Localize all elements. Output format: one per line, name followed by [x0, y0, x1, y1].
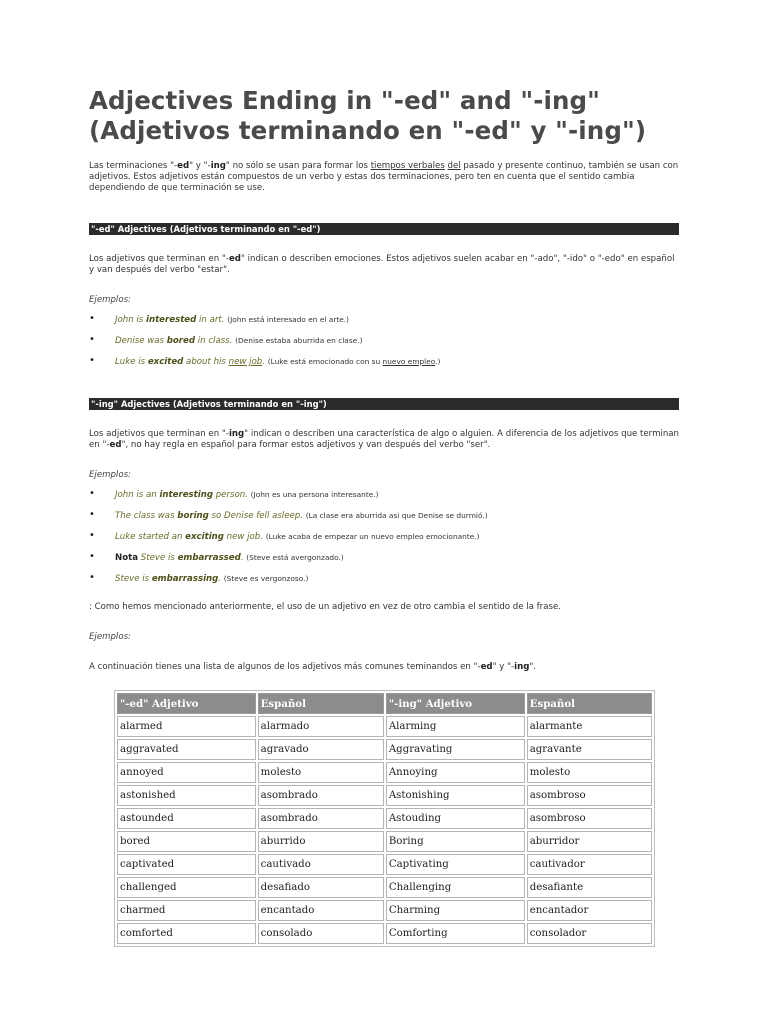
bullet-icon: • — [89, 313, 95, 324]
table-cell: Annoying — [386, 762, 525, 783]
table-cell: asombrado — [258, 808, 384, 829]
table-cell: alarmado — [258, 716, 384, 737]
table-row — [117, 831, 652, 852]
table-cell: consolador — [527, 923, 652, 944]
column-header: Español — [258, 693, 384, 714]
table-row — [117, 716, 652, 737]
title-line-1: Adjectives Ending in "-ed" and "-ing" — [89, 86, 601, 115]
examples-label-3: Ejemplos: — [89, 632, 131, 642]
table-cell: captivated — [117, 854, 256, 875]
ing-description: Los adjetivos que terminan en "-ing" indican o describen una característica de algo o alguien. A diferencia de los adjetivos que terminan en "-ed", no hay regla en español para formar estos adjetivos y van después del verbo "ser". — [89, 429, 679, 450]
table-row — [117, 900, 652, 921]
bullet-icon: • — [89, 530, 95, 541]
table-cell: annoyed — [117, 762, 256, 783]
table-cell: Aggravating — [386, 739, 525, 760]
table-cell: cautivado — [258, 854, 384, 875]
table-cell: encantado — [258, 900, 384, 921]
list-item: • Denise was bored in class. (Denise estaba aburrida en clase.) — [89, 334, 363, 346]
table-row — [117, 923, 652, 944]
table-cell: Astonishing — [386, 785, 525, 806]
table-header-row — [117, 693, 652, 714]
del-link[interactable]: del — [447, 161, 461, 171]
list-item: • Nota Steve is embarrassed. (Steve está avergonzado.) — [89, 551, 344, 563]
ed-description: Los adjetivos que terminan en "-ed" indican o describen emociones. Estos adjetivos suelen acabar en "-ado", "-ido" o "-edo" en español y van después del verbo "estar". — [89, 254, 675, 275]
list-item: • Luke started an exciting new job. (Luke acaba de empezar un nuevo empleo emocionante.) — [89, 530, 480, 542]
table-cell: cautivador — [527, 854, 652, 875]
ing-examples-list — [89, 489, 679, 594]
table-cell: Captivating — [386, 854, 525, 875]
note-paragraph: : Como hemos mencionado anteriormente, el uso de un adjetivo en vez de otro cambia el sentido de la frase. — [89, 602, 561, 612]
examples-label-ing: Ejemplos: — [89, 470, 131, 480]
table-cell: desafiado — [258, 877, 384, 898]
table-cell: comforted — [117, 923, 256, 944]
table-cell: molesto — [527, 762, 652, 783]
table-cell: aburridor — [527, 831, 652, 852]
table-cell: consolado — [258, 923, 384, 944]
list-item: • Luke is excited about his new job. (Luke está emocionado con su nuevo empleo.) — [89, 355, 441, 367]
table-row — [117, 739, 652, 760]
section-header-ing: "-ing" Adjectives (Adjetivos terminando en "-ing") — [89, 398, 679, 410]
title-line-2: (Adjetivos terminando en "-ed" y "-ing") — [89, 116, 647, 145]
bullet-icon: • — [89, 572, 95, 583]
list-item: • John is an interesting person. (John es una persona interesante.) — [89, 488, 379, 500]
table-row — [117, 785, 652, 806]
column-header: Español — [527, 693, 652, 714]
nuevo-empleo-link[interactable]: nuevo empleo — [382, 357, 436, 366]
column-header: "-ing" Adjetivo — [386, 693, 525, 714]
table-row — [117, 762, 652, 783]
table-cell: bored — [117, 831, 256, 852]
intro-paragraph: Las terminaciones "-ed" y "-ing" no sólo se usan para formar los tiempos verbales del pasado y presente continuo, también se usan con adjetivos. Estos adjetivos están compuestos de un verbo y estas dos terminaciones, pero ten en cuenta que el sentido cambia dependiendo de que terminación se use. — [89, 161, 679, 193]
list-item: • The class was boring so Denise fell asleep. (La clase era aburrida asi que Denise se durmió.) — [89, 509, 488, 521]
table-cell: alarmed — [117, 716, 256, 737]
list-item: • Steve is embarrassing. (Steve es vergonzoso.) — [89, 572, 309, 584]
table-cell: desafiante — [527, 877, 652, 898]
examples-label-ed: Ejemplos: — [89, 295, 131, 305]
table-cell: astounded — [117, 808, 256, 829]
table-cell: Challenging — [386, 877, 525, 898]
table-cell: asombrado — [258, 785, 384, 806]
bullet-icon: • — [89, 488, 95, 499]
table-cell: astonished — [117, 785, 256, 806]
table-cell: alarmante — [527, 716, 652, 737]
table-cell: aggravated — [117, 739, 256, 760]
table-cell: Astouding — [386, 808, 525, 829]
table-row — [117, 854, 652, 875]
list-intro-paragraph: A continuación tienes una lista de algunos de los adjetivos más comunes teminandos en "-ed" y "-ing". — [89, 662, 537, 672]
bullet-icon: • — [89, 551, 95, 562]
bullet-icon: • — [89, 509, 95, 520]
table-cell: agravante — [527, 739, 652, 760]
table-cell: challenged — [117, 877, 256, 898]
section-header-ed: "-ed" Adjectives (Adjetivos terminando en "-ed") — [89, 223, 679, 235]
adjectives-table — [114, 690, 655, 947]
table-cell: agravado — [258, 739, 384, 760]
tiempos-verbales-link[interactable]: tiempos verbales — [370, 161, 445, 171]
table-cell: asombroso — [527, 785, 652, 806]
table-cell: Comforting — [386, 923, 525, 944]
bullet-icon: • — [89, 355, 95, 366]
table-cell: Boring — [386, 831, 525, 852]
column-header: "-ed" Adjetivo — [117, 693, 256, 714]
table-row — [117, 808, 652, 829]
table-body — [117, 716, 652, 944]
table-cell: Alarming — [386, 716, 525, 737]
nota-label: Nota — [115, 553, 139, 563]
table-cell: charmed — [117, 900, 256, 921]
table-cell: Charming — [386, 900, 525, 921]
table-cell: molesto — [258, 762, 384, 783]
table-row — [117, 877, 652, 898]
table-cell: encantador — [527, 900, 652, 921]
new-job-link[interactable]: new job — [228, 357, 263, 367]
page-title — [89, 86, 689, 146]
table-cell: asombroso — [527, 808, 652, 829]
bullet-icon: • — [89, 334, 95, 345]
table-cell: aburrido — [258, 831, 384, 852]
ed-examples-list — [89, 314, 679, 377]
list-item: • John is interested in art. (John está interesado en el arte.) — [89, 313, 350, 325]
